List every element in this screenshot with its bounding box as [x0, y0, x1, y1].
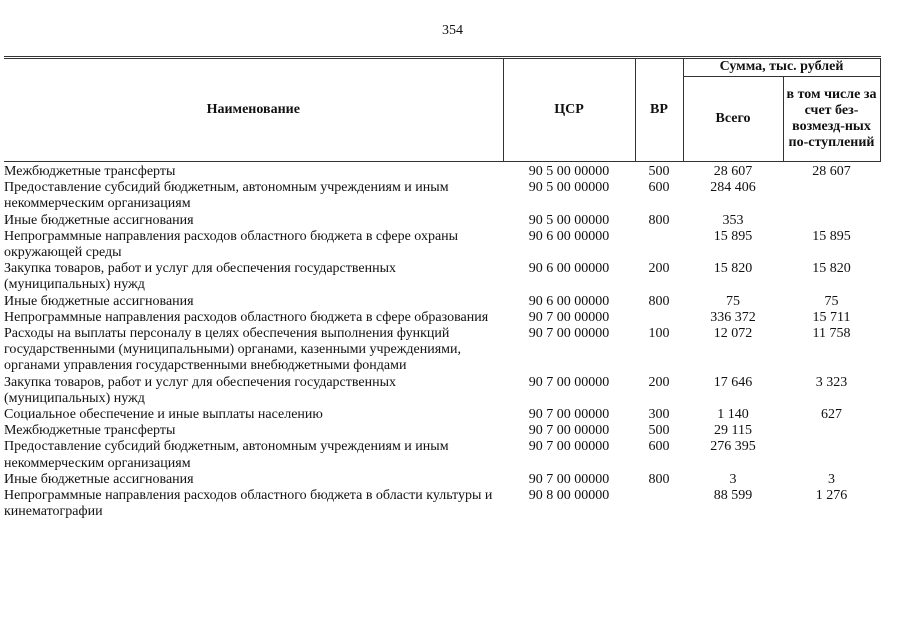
cell-csr: 90 7 00 00000 [528, 423, 610, 439]
cell-total: 15 820 [713, 261, 753, 277]
cell-vr: 800 [648, 471, 670, 487]
cell-free [783, 423, 880, 439]
cell-free: 627 [821, 407, 842, 423]
cell-csr: 90 7 00 00000 [528, 407, 610, 423]
cell-free: 11 758 [812, 326, 851, 342]
cell-name: Непрограммные направления расходов областного бюджета в сфере охраны окружающей среды [4, 228, 459, 261]
table-body [4, 162, 880, 521]
cell-total: 276 395 [710, 439, 756, 455]
cell-csr: 90 5 00 00000 [528, 212, 610, 228]
cell-csr: 90 7 00 00000 [528, 471, 610, 487]
cell-vr: 800 [648, 212, 670, 228]
cell-csr: 90 8 00 00000 [528, 488, 610, 504]
cell-csr: 90 5 00 00000 [528, 164, 610, 179]
cell-csr: 90 6 00 00000 [528, 228, 610, 244]
table-row [4, 162, 880, 181]
cell-free: 1 276 [815, 488, 848, 504]
cell-name: Социальное обеспечение и иные выплаты населению [4, 407, 323, 423]
cell-name: Непрограммные направления расходов областного бюджета в сфере образования [4, 309, 489, 325]
cell-total: 28 607 [713, 164, 753, 179]
cell-free [783, 439, 880, 471]
cell-total: 17 646 [713, 374, 753, 390]
cell-vr: 600 [648, 180, 670, 196]
cell-total: 353 [722, 212, 744, 228]
table-row [4, 326, 880, 375]
cell-csr: 90 6 00 00000 [528, 261, 610, 277]
cell-free: 15 895 [812, 228, 851, 244]
table-row [4, 407, 880, 423]
table-header [4, 58, 880, 162]
cell-vr [635, 310, 683, 326]
page-number: 354 [442, 23, 463, 38]
table-row [4, 439, 880, 471]
table-row [4, 213, 880, 229]
cell-vr: 200 [648, 374, 670, 390]
cell-vr: 600 [648, 439, 670, 455]
cell-vr: 200 [648, 261, 670, 277]
cell-name: Закупка товаров, работ и услуг для обеспечения государственных (муниципальных) нужд [4, 261, 397, 293]
cell-name: Предоставление субсидий бюджетным, автономным учреждениям и иным некоммерческим организациям [4, 180, 449, 212]
cell-total: 12 072 [713, 326, 753, 342]
cell-vr [635, 488, 683, 520]
cell-csr: 90 7 00 00000 [528, 374, 610, 390]
table-row [4, 180, 880, 212]
table-row [4, 488, 880, 520]
cell-name: Предоставление субсидий бюджетным, автономным учреждениям и иным некоммерческим организациям [4, 439, 449, 471]
cell-free: 3 [828, 471, 835, 487]
table-row [4, 294, 880, 310]
budget-table [4, 56, 881, 520]
cell-name: Межбюджетные трансферты [4, 164, 176, 179]
cell-total: 1 140 [717, 407, 749, 423]
cell-csr: 90 7 00 00000 [528, 439, 610, 455]
cell-csr: 90 7 00 00000 [528, 326, 610, 342]
cell-name: Расходы на выплаты персоналу в целях обеспечения выполнения функций государственными (муниципальными) органами, казенными учреждениями, органами управления государственными внебюджетными фондами [4, 326, 461, 374]
cell-total: 29 115 [714, 423, 752, 439]
cell-total: 75 [726, 293, 740, 309]
table-row [4, 229, 880, 261]
cell-name: Иные бюджетные ассигнования [4, 212, 194, 228]
cell-free [783, 213, 880, 229]
table-row [4, 310, 880, 326]
table-row [4, 472, 880, 488]
cell-vr: 500 [648, 164, 670, 179]
header-name: Наименование [4, 58, 503, 162]
cell-total: 88 599 [713, 488, 753, 504]
cell-free: 15 820 [812, 261, 851, 277]
header-incl: в том числе за счет без-возмезд-ных по-ступлений [783, 77, 880, 162]
cell-vr: 800 [648, 293, 670, 309]
cell-name: Непрограммные направления расходов областного бюджета в области культуры и кинематографии [4, 488, 493, 520]
header-csr: ЦСР [503, 58, 635, 162]
cell-name: Межбюджетные трансферты [4, 423, 176, 439]
cell-free [783, 180, 880, 212]
cell-name: Иные бюджетные ассигнования [4, 471, 194, 487]
cell-name: Закупка товаров, работ и услуг для обеспечения государственных (муниципальных) нужд [4, 374, 397, 406]
cell-csr: 90 7 00 00000 [528, 309, 610, 325]
cell-csr: 90 5 00 00000 [528, 180, 610, 196]
cell-vr [635, 229, 683, 261]
header-sum: Сумма, тыс. рублей [683, 58, 880, 77]
cell-free: 3 323 [815, 374, 848, 390]
cell-total: 284 406 [710, 180, 756, 196]
table-row [4, 375, 880, 407]
cell-total: 3 [729, 471, 737, 487]
header-vr: ВР [635, 58, 683, 162]
cell-vr: 100 [648, 326, 670, 342]
cell-total: 15 895 [713, 228, 753, 244]
cell-free: 15 711 [812, 309, 851, 325]
cell-csr: 90 6 00 00000 [528, 293, 610, 309]
table-row [4, 423, 880, 439]
cell-vr: 300 [648, 407, 670, 423]
cell-free: 75 [824, 293, 839, 309]
cell-vr: 500 [648, 423, 670, 439]
cell-free: 28 607 [812, 164, 851, 179]
cell-name: Иные бюджетные ассигнования [4, 293, 194, 309]
header-total: Всего [683, 77, 783, 162]
cell-total: 336 372 [710, 309, 756, 325]
table-row [4, 261, 880, 293]
